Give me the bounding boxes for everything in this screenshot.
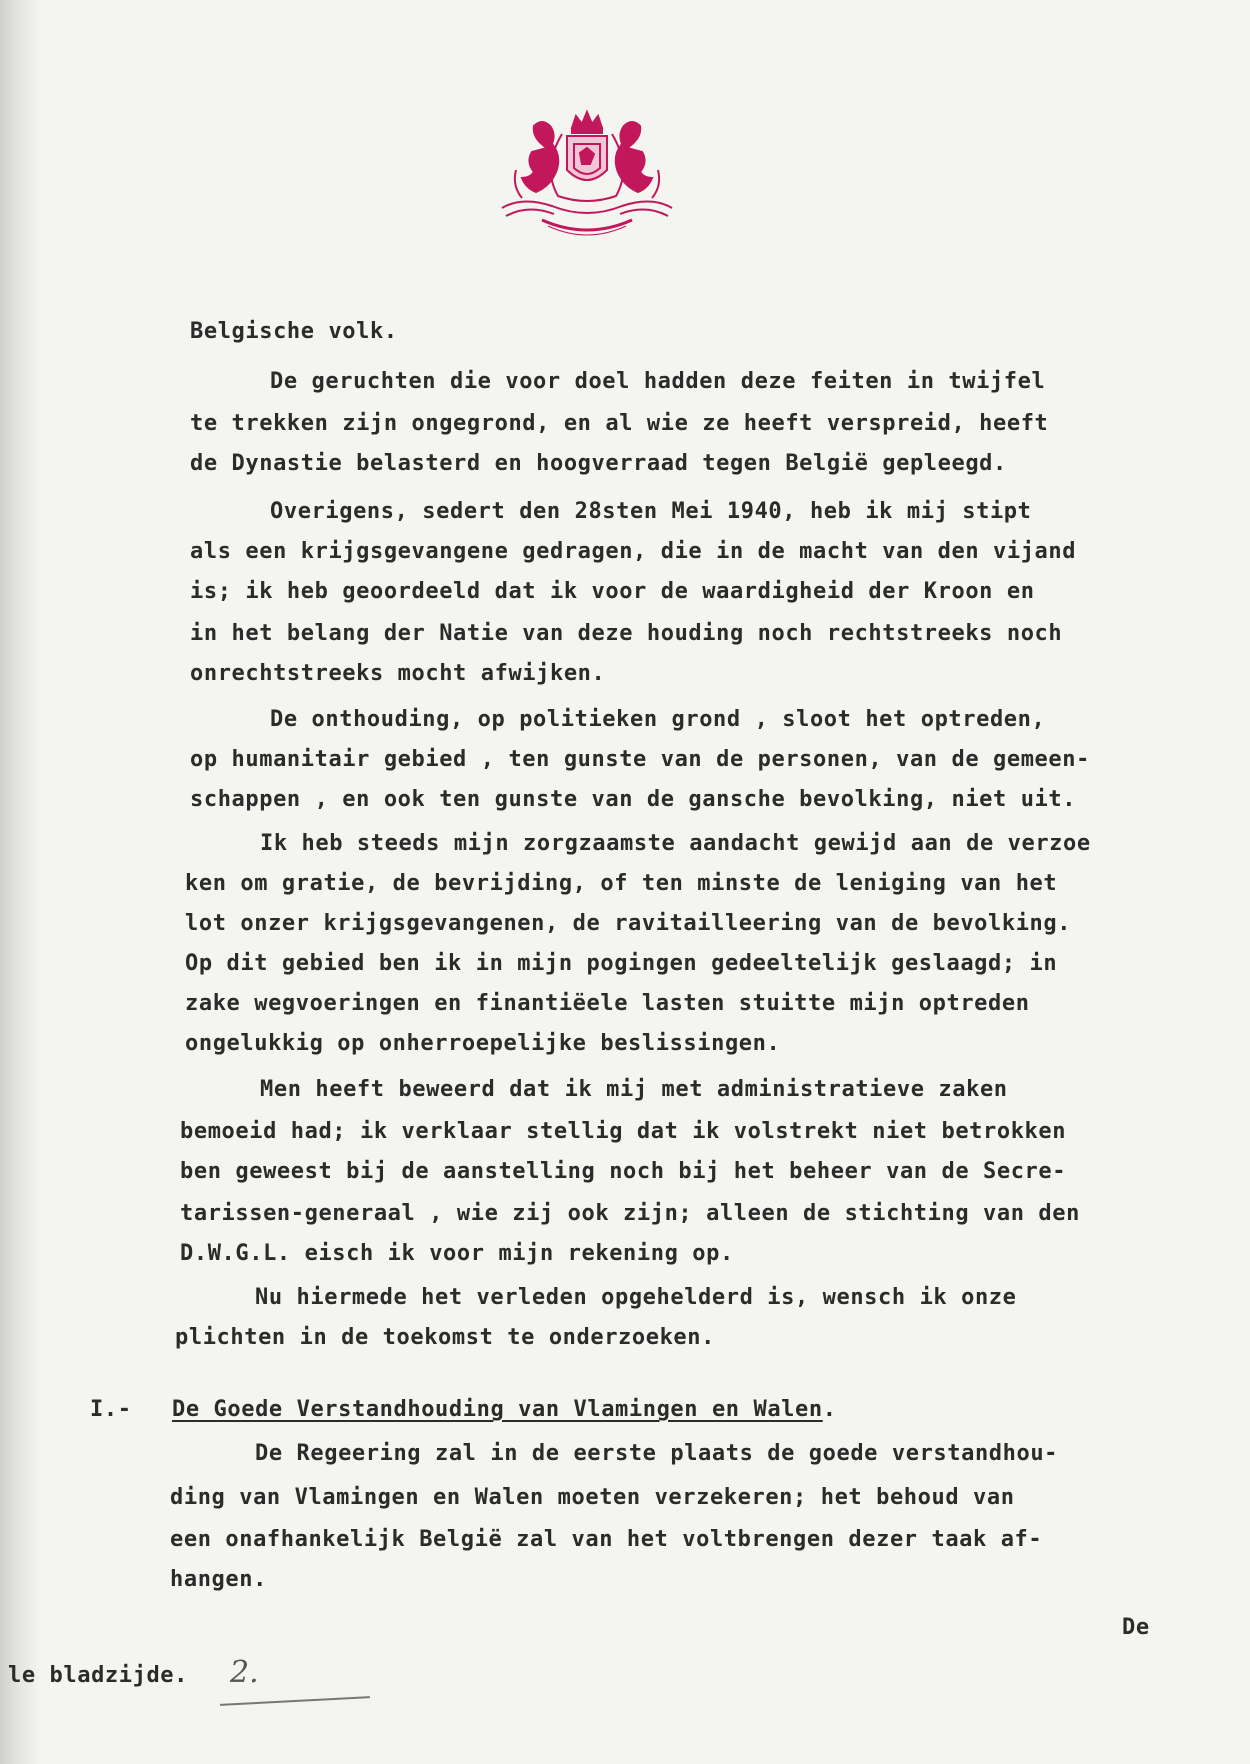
text-line: zake wegvoeringen en finantiëele lasten stuitte mijn optreden <box>185 991 1030 1016</box>
text-line: een onafhankelijk België zal van het voltbrengen dezer taak af- <box>170 1527 1043 1552</box>
text-line: De onthouding, op politieken grond , sloot het optreden, <box>270 707 1046 732</box>
text-line: te trekken zijn ongegrond, en al wie ze heeft verspreid, heeft <box>190 411 1049 436</box>
section-heading <box>172 1396 837 1424</box>
text-line: plichten in de toekomst te onderzoeken. <box>175 1325 715 1350</box>
section-heading-text: De Goede Verstandhouding van Vlamingen en Walen <box>172 1397 823 1422</box>
text-line: lot onzer krijgsgevangenen, de ravitailleering van de bevolking. <box>185 911 1072 936</box>
text-line: hangen. <box>170 1567 267 1592</box>
text-line: als een krijgsgevangene gedragen, die in de macht van den vijand <box>190 539 1077 564</box>
handwritten-page-mark: 2. <box>230 1655 259 1690</box>
text-line: De Regeering zal in de eerste plaats de goede verstandhou- <box>255 1441 1059 1466</box>
text-line: Op dit gebied ben ik in mijn pogingen gedeeltelijk geslaagd; in <box>185 951 1058 976</box>
text-line: de Dynastie belasterd en hoogverraad tegen België gepleegd. <box>190 451 1007 476</box>
text-line: Ik heb steeds mijn zorgzaamste aandacht gewijd aan de verzoe <box>260 831 1091 856</box>
catchword: De <box>1122 1615 1150 1640</box>
text-line: in het belang der Natie van deze houding noch rechtstreeks noch <box>190 621 1063 646</box>
text-line: op humanitair gebied , ten gunste van de personen, van de gemeen- <box>190 747 1090 772</box>
text-line: tarissen-generaal , wie zij ook zijn; alleen de stichting van den <box>180 1201 1080 1226</box>
text-line: D.W.G.L. eisch ik voor mijn rekening op. <box>180 1241 734 1266</box>
text-line: ongelukkig op onherroepelijke beslissingen. <box>185 1031 781 1056</box>
footer-note: le bladzijde. <box>8 1663 188 1688</box>
text-line: Belgische volk. <box>190 319 398 344</box>
text-line: schappen , en ook ten gunste van de gansche bevolking, niet uit. <box>190 787 1077 812</box>
text-line: ding van Vlamingen en Walen moeten verzekeren; het behoud van <box>170 1485 1015 1510</box>
text-line: Overigens, sedert den 28sten Mei 1940, heb ik mij stipt <box>270 499 1032 524</box>
text-line: Nu hiermede het verleden opgehelderd is, wensch ik onze <box>255 1285 1017 1310</box>
text-line: ben geweest bij de aanstelling noch bij het beheer van de Secre- <box>180 1159 1067 1184</box>
text-line: is; ik heb geoordeeld dat ik voor de waardigheid der Kroon en <box>190 579 1035 604</box>
text-line: bemoeid had; ik verklaar stellig dat ik volstrekt niet betrokken <box>180 1119 1067 1144</box>
section-number: I.- <box>90 1397 132 1422</box>
text-line: De geruchten die voor doel hadden deze feiten in twijfel <box>270 369 1046 394</box>
text-line: ken om gratie, de bevrijding, of ten minste de leniging van het <box>185 871 1058 896</box>
text-line: Men heeft beweerd dat ik mij met administratieve zaken <box>260 1077 1008 1102</box>
section-heading-end: . <box>822 1397 837 1422</box>
text-line: onrechtstreeks mocht afwijken. <box>190 661 606 686</box>
